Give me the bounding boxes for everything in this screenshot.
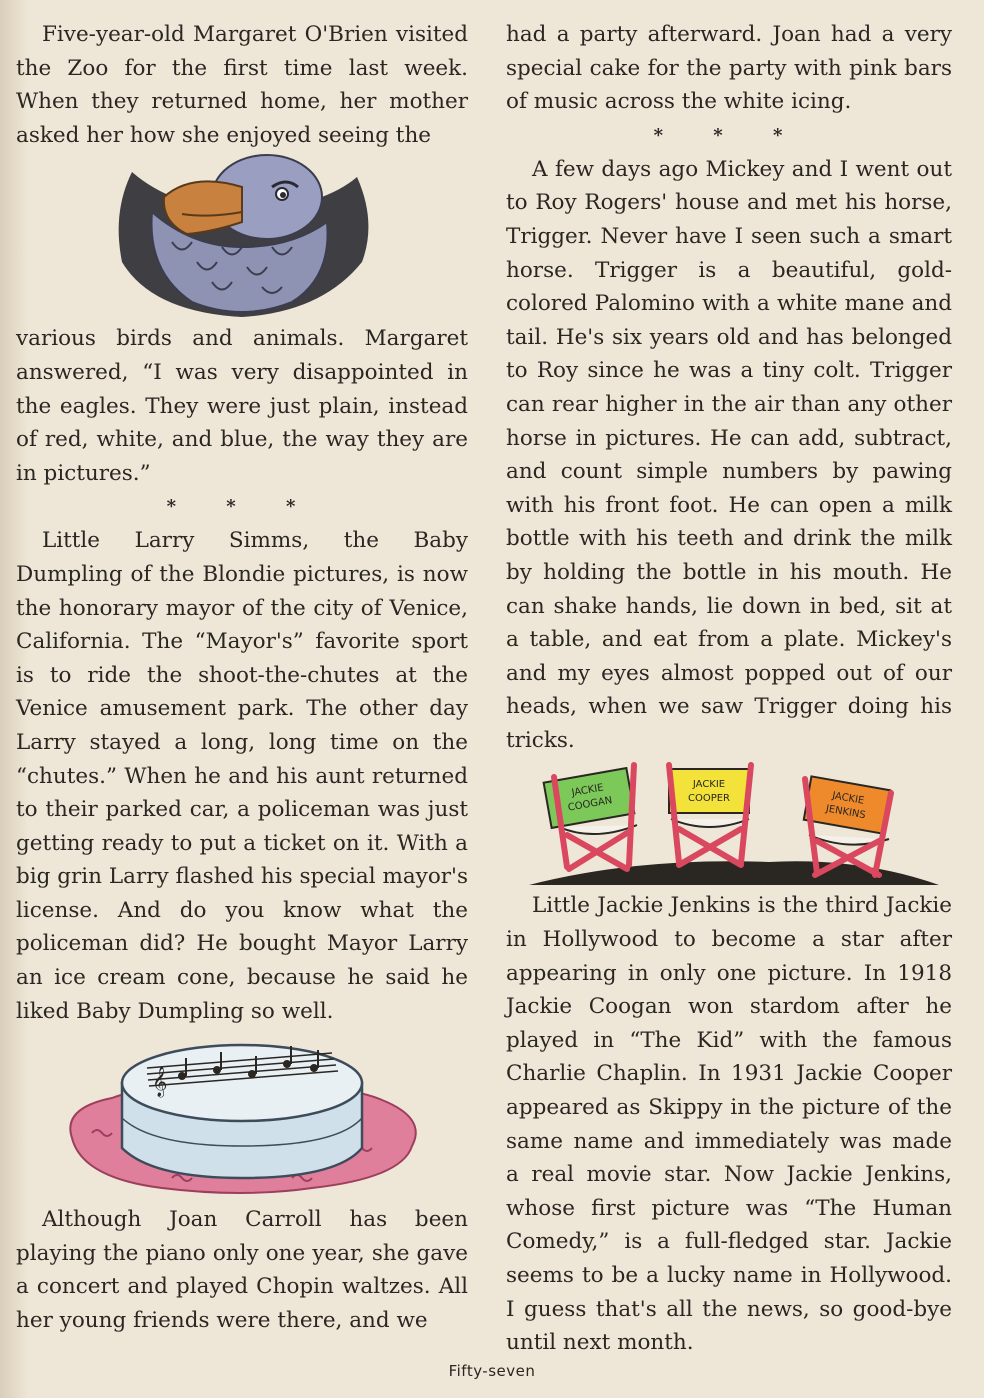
joan-carroll-paragraph-continued: had a party afterward. Joan had a very special cake for the party with pink bars of music across the white icing. <box>506 22 952 115</box>
eagle-illustration <box>92 152 392 322</box>
section-separator: * * * <box>653 124 805 146</box>
margaret-paragraph-start: Five-year-old Margaret O'Brien visited the Zoo for the first time last week. When they returned home, her mother asked her how she enjoyed seeing the <box>16 22 468 148</box>
jackie-jenkins-paragraph: Little Jackie Jenkins is the third Jackie in Hollywood to become a star after appearing in only one picture. In 1918 Jackie Coogan won stardom after he played in “The Kid” with the famous Charlie Chaplin. In 1931 Jackie Cooper appeared as Skippy in the picture of the same name and immediately was made a real movie star. Now Jackie Jenkins, whose first picture was “The Human Comedy,” is a full-fledged star. Jackie seems to be a lucky name in Hollywood. I guess that's all the news, so good-bye until next month. <box>506 893 952 1356</box>
trigger-paragraph: A few days ago Mickey and I went out to Roy Rogers' house and met his horse, Trigger. Never have I seen such a smart horse. Trigger is a beautiful, gold-colored Palomino with a white mane and tail. He's six years old and has belonged to Roy since he was a tiny colt. Trigger can rear higher in the air than any other horse in pictures. He can add, subtract, and count simple numbers by pawing with his front foot. He can open a milk bottle with his teeth and drink the milk by holding the bottle in his mouth. He can shake hands, lie down in bed, sit at a table, and eat from a plate. Mickey's and my eyes almost popped out of our heads, when we saw Trigger doing his tricks. <box>506 156 952 753</box>
chair-coogan <box>544 765 637 869</box>
section-separator: * * * <box>166 496 318 518</box>
chair-coogan-name-line2: COOGAN <box>567 795 614 815</box>
joan-carroll-paragraph: Although Joan Carroll has been playing the piano only one year, she gave a concert and played Chopin waltzes. All her young friends were there, and we <box>16 1207 468 1334</box>
margaret-paragraph-end: various birds and animals. Margaret answered, “I was very disappointed in the eagles. They were just plain, instead of red, white, and blue, the way they are in pictures.” <box>16 326 468 486</box>
page-number: Fifty-seven <box>448 1362 536 1380</box>
left-column <box>16 18 468 1338</box>
cake-illustration <box>52 1028 432 1203</box>
chair-jenkins-name-line1: JACKIE <box>831 790 865 808</box>
chair-cooper <box>669 765 751 865</box>
chair-coogan-name-line1: JACKIE <box>570 782 605 800</box>
right-column <box>506 18 952 1360</box>
chair-jenkins-name-line2: JENKINS <box>825 803 867 822</box>
chair-cooper-name-line2: COOPER <box>687 793 731 805</box>
chair-cooper-name-line1: JACKIE <box>692 779 726 791</box>
svg-text:𝄞: 𝄞 <box>152 1067 168 1098</box>
larry-simms-paragraph: Little Larry Simms, the Baby Dumpling of the Blondie pictures, is now the honorary mayor of the city of Venice, California. The “Mayor's” favorite sport is to ride the shoot-the-chutes at the Venice amusement park. The other day Larry stayed a long, long time on the “chutes.” When he and his aunt returned to their parked car, a policeman was just getting ready to put a ticket on it. With a big grin Larry flashed his special mayor's license. And do you know what the policeman did? He bought Mayor Larry an ice cream cone, because he said he liked Baby Dumpling so well. <box>16 528 468 1024</box>
chair-jenkins <box>804 777 891 876</box>
director-chairs-illustration <box>519 757 939 889</box>
